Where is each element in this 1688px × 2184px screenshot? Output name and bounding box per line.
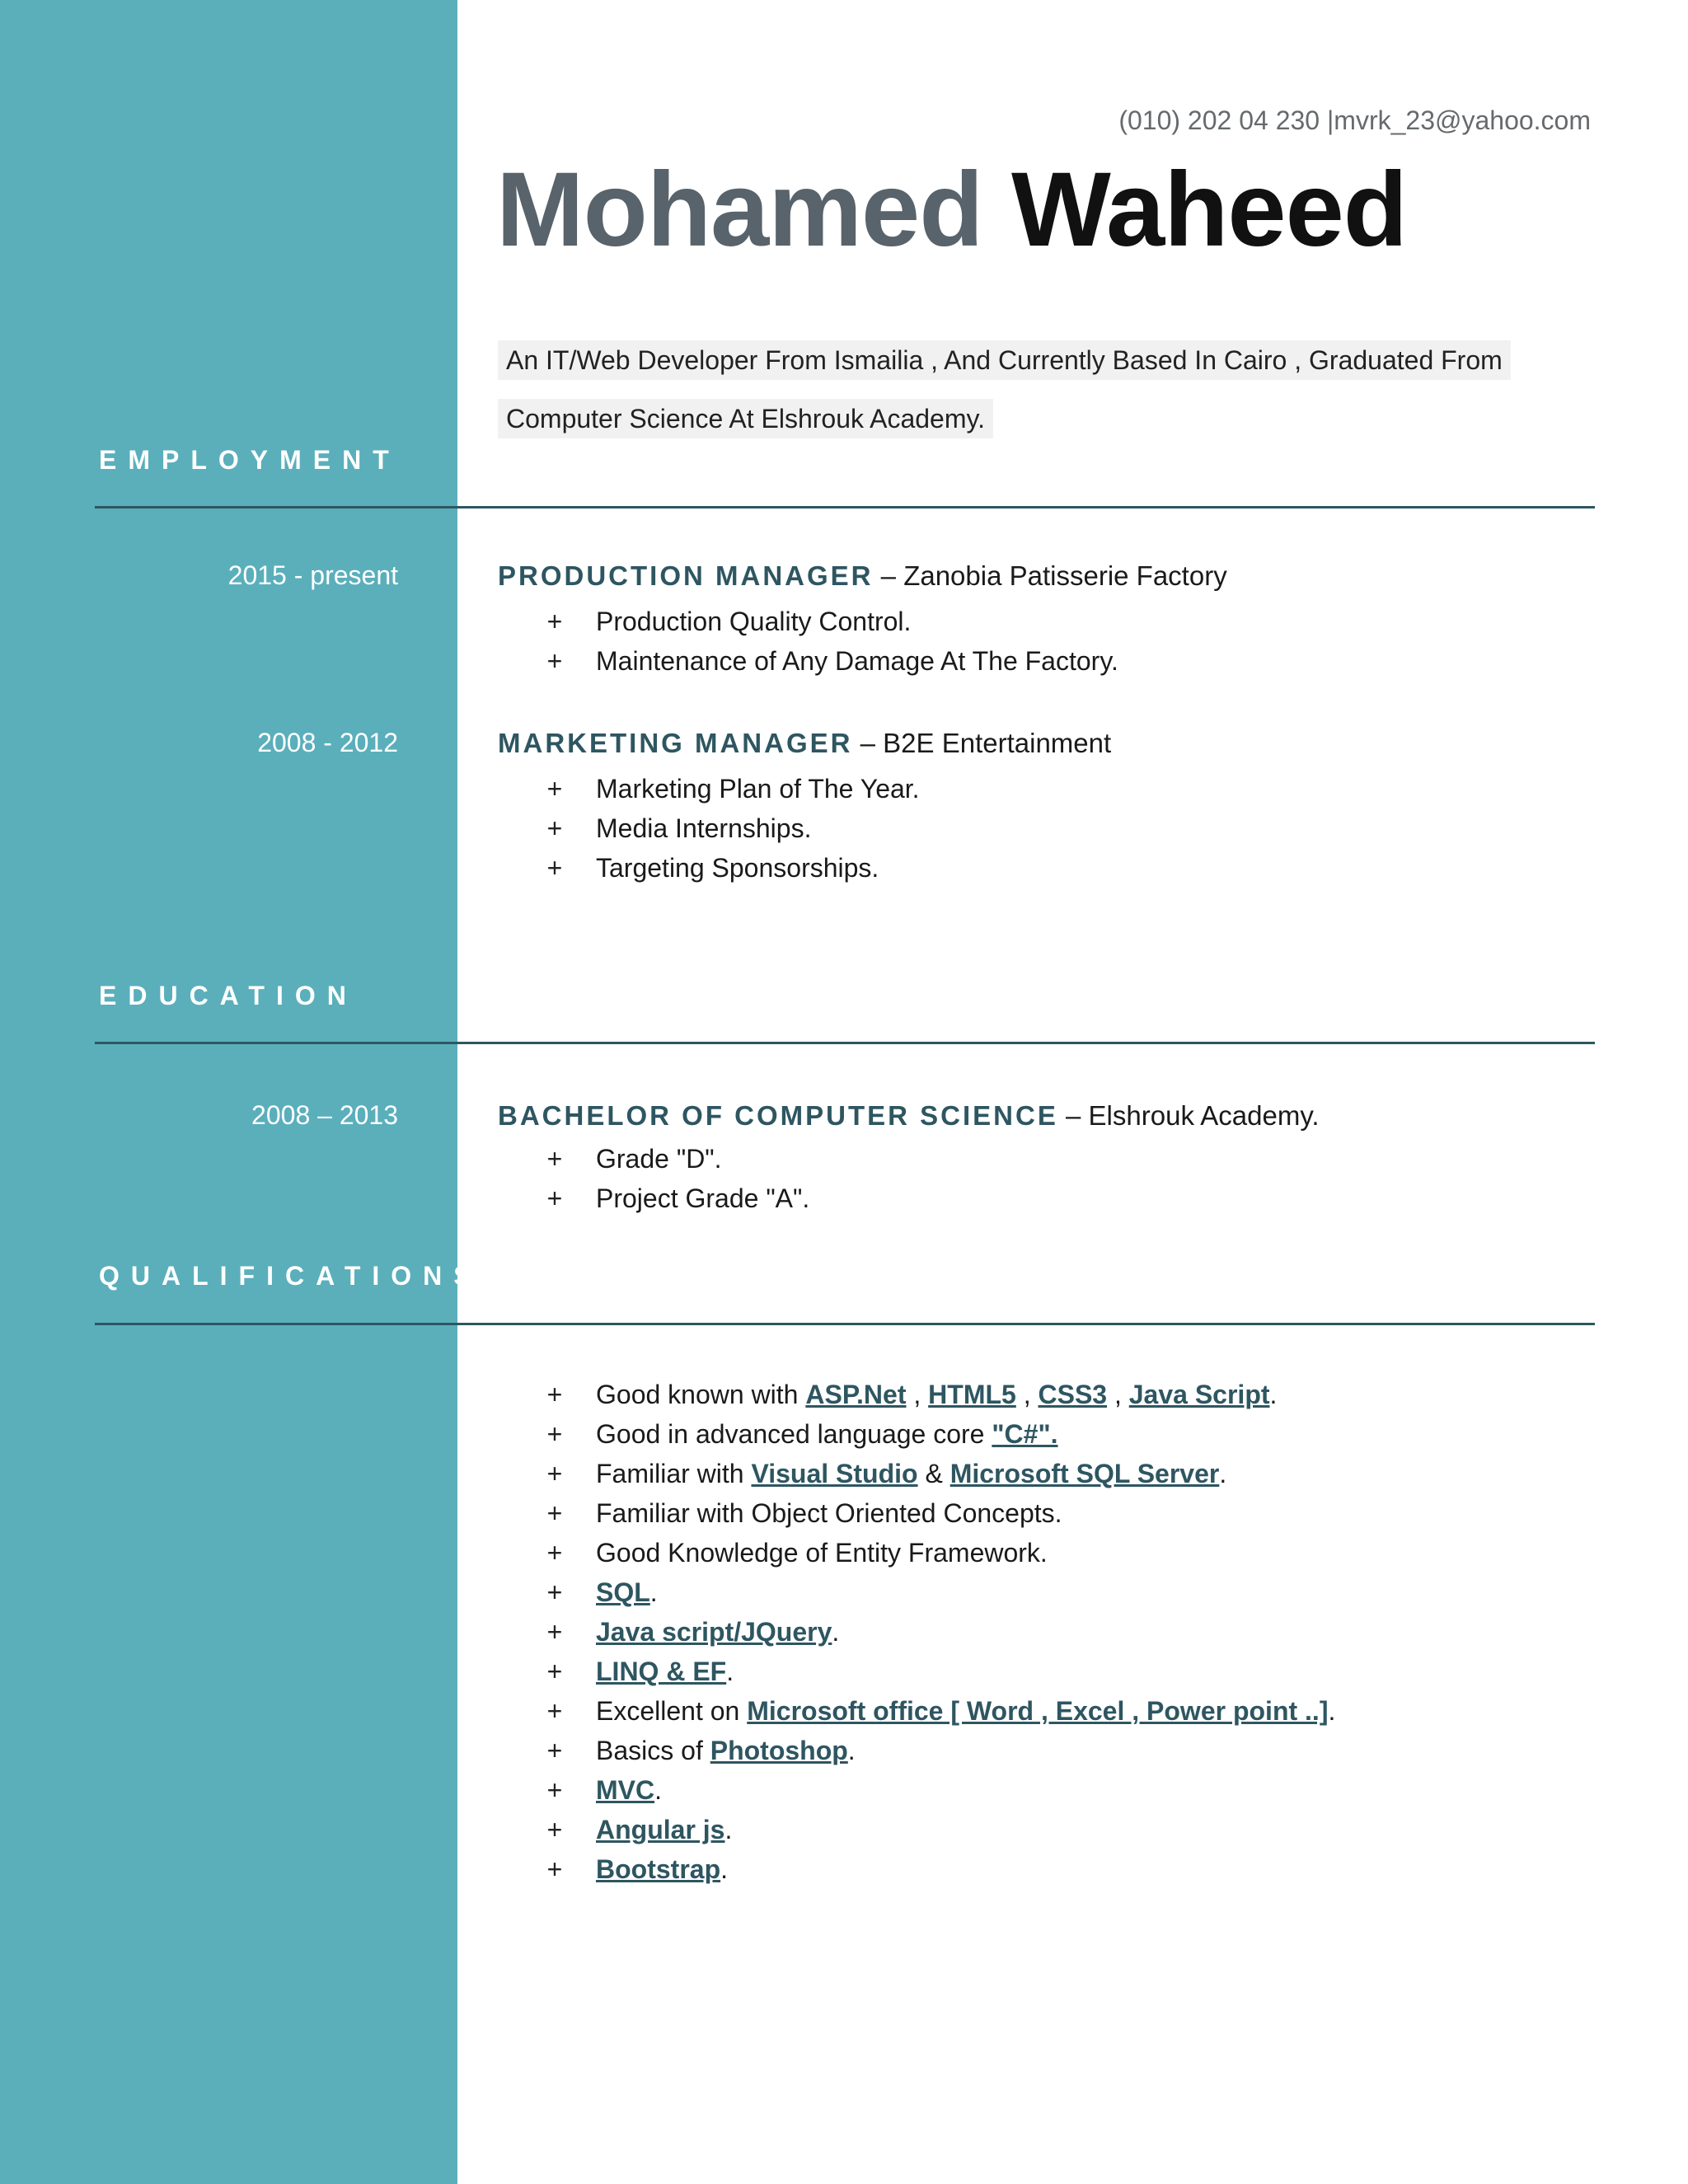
link-csharp[interactable]: "C#".	[992, 1419, 1058, 1449]
plus-icon: +	[546, 1657, 563, 1686]
job-heading	[498, 728, 1111, 759]
plus-icon: +	[546, 853, 563, 883]
link-asp-net[interactable]: ASP.Net	[805, 1380, 907, 1409]
education-dates: 2008 – 2013	[251, 1100, 398, 1130]
job-dates: 2008 - 2012	[257, 728, 398, 757]
education-heading: EDUCATION	[99, 981, 358, 1010]
plus-icon: +	[546, 1617, 563, 1647]
punctuation: .	[1328, 1696, 1336, 1726]
plus-icon: +	[546, 774, 563, 804]
summary	[498, 331, 1536, 448]
link-photoshop[interactable]: Photoshop	[710, 1736, 848, 1765]
plus-icon: +	[546, 1815, 563, 1844]
job-title: PRODUCTION MANAGER	[498, 560, 874, 591]
plus-icon: +	[546, 1380, 563, 1409]
item-text: Excellent on	[596, 1696, 748, 1726]
employment-heading: EMPLOYMENT	[99, 445, 401, 475]
plus-icon: +	[546, 1538, 563, 1568]
plus-icon: +	[546, 1577, 563, 1607]
qualifications-divider	[95, 1323, 1595, 1325]
plus-icon: +	[546, 646, 563, 676]
punctuation: .	[832, 1617, 840, 1647]
punctuation: .	[847, 1736, 856, 1765]
first-name: Mohamed	[496, 151, 983, 269]
item-text: Basics of	[596, 1736, 710, 1765]
link-java-script[interactable]: Java Script	[1128, 1380, 1270, 1409]
sidebar-band	[0, 0, 457, 2184]
punctuation: .	[726, 1657, 734, 1686]
punctuation: .	[654, 1775, 662, 1805]
link-sql-server[interactable]: Microsoft SQL Server	[950, 1459, 1220, 1488]
list-item-text: Targeting Sponsorships.	[596, 853, 879, 883]
degree-title: BACHELOR OF COMPUTER SCIENCE	[498, 1100, 1058, 1131]
job-heading	[498, 560, 1227, 592]
plus-icon: +	[546, 1459, 563, 1488]
item-text: Good in advanced language core	[596, 1419, 992, 1449]
plus-icon: +	[546, 1775, 563, 1805]
item-text: Familiar with	[596, 1459, 752, 1488]
punctuation: .	[720, 1854, 728, 1884]
separator: ,	[1107, 1380, 1129, 1409]
item-text: Good known with	[596, 1380, 806, 1409]
link-visual-studio[interactable]: Visual Studio	[751, 1459, 918, 1488]
plus-icon: +	[546, 607, 563, 636]
summary-text: An IT/Web Developer From Ismailia , And Currently Based In Cairo , Graduated From Computer Science At Elshrouk Academy.	[498, 340, 1511, 438]
job-company: – Zanobia Patisserie Factory	[873, 560, 1227, 591]
list-item-text: Maintenance of Any Damage At The Factory.	[596, 646, 1118, 676]
punctuation: .	[1219, 1459, 1227, 1488]
separator: &	[917, 1459, 950, 1488]
link-ms-office[interactable]: Microsoft office [ Word , Excel , Power point ..]	[747, 1696, 1329, 1726]
plus-icon: +	[546, 1736, 563, 1765]
plus-icon: +	[546, 1183, 563, 1213]
link-mvc[interactable]: MVC	[596, 1775, 655, 1805]
contact-info: (010) 202 04 230 |mvrk_23@yahoo.com	[1118, 105, 1591, 135]
education-divider	[95, 1042, 1595, 1044]
last-name: Waheed	[1010, 151, 1407, 269]
item-text: Familiar with Object Oriented Concepts.	[596, 1498, 1062, 1528]
link-html5[interactable]: HTML5	[928, 1380, 1016, 1409]
school-name: – Elshrouk Academy.	[1057, 1100, 1320, 1131]
link-linq-ef[interactable]: LINQ & EF	[596, 1657, 727, 1686]
item-text: Good Knowledge of Entity Framework.	[596, 1538, 1048, 1568]
punctuation: .	[1269, 1380, 1278, 1409]
punctuation: .	[724, 1815, 733, 1844]
plus-icon: +	[546, 1419, 563, 1449]
full-name	[496, 148, 1407, 272]
link-css3[interactable]: CSS3	[1038, 1380, 1108, 1409]
separator: ,	[1015, 1380, 1039, 1409]
link-angular[interactable]: Angular js	[596, 1815, 725, 1844]
list-item-text: Project Grade "A".	[596, 1183, 810, 1213]
separator: ,	[906, 1380, 929, 1409]
job-dates: 2015 - present	[227, 560, 398, 590]
job-title: MARKETING MANAGER	[498, 728, 853, 758]
plus-icon: +	[546, 1144, 563, 1174]
list-item-text: Grade "D".	[596, 1144, 722, 1174]
education-heading-line	[498, 1100, 1320, 1132]
plus-icon: +	[546, 1498, 563, 1528]
plus-icon: +	[546, 1696, 563, 1726]
link-sql[interactable]: SQL	[596, 1577, 650, 1607]
list-item-text: Media Internships.	[596, 813, 812, 843]
link-jquery[interactable]: Java script/JQuery	[596, 1617, 832, 1647]
qualifications-heading: QUALIFICATIONS	[99, 1261, 483, 1291]
plus-icon: +	[546, 813, 563, 843]
list-item-text: Marketing Plan of The Year.	[596, 774, 920, 804]
job-company: – B2E Entertainment	[852, 728, 1112, 758]
link-bootstrap[interactable]: Bootstrap	[596, 1854, 721, 1884]
list-item-text: Production Quality Control.	[596, 607, 912, 636]
plus-icon: +	[546, 1854, 563, 1884]
punctuation: .	[649, 1577, 658, 1607]
employment-divider	[95, 506, 1595, 509]
